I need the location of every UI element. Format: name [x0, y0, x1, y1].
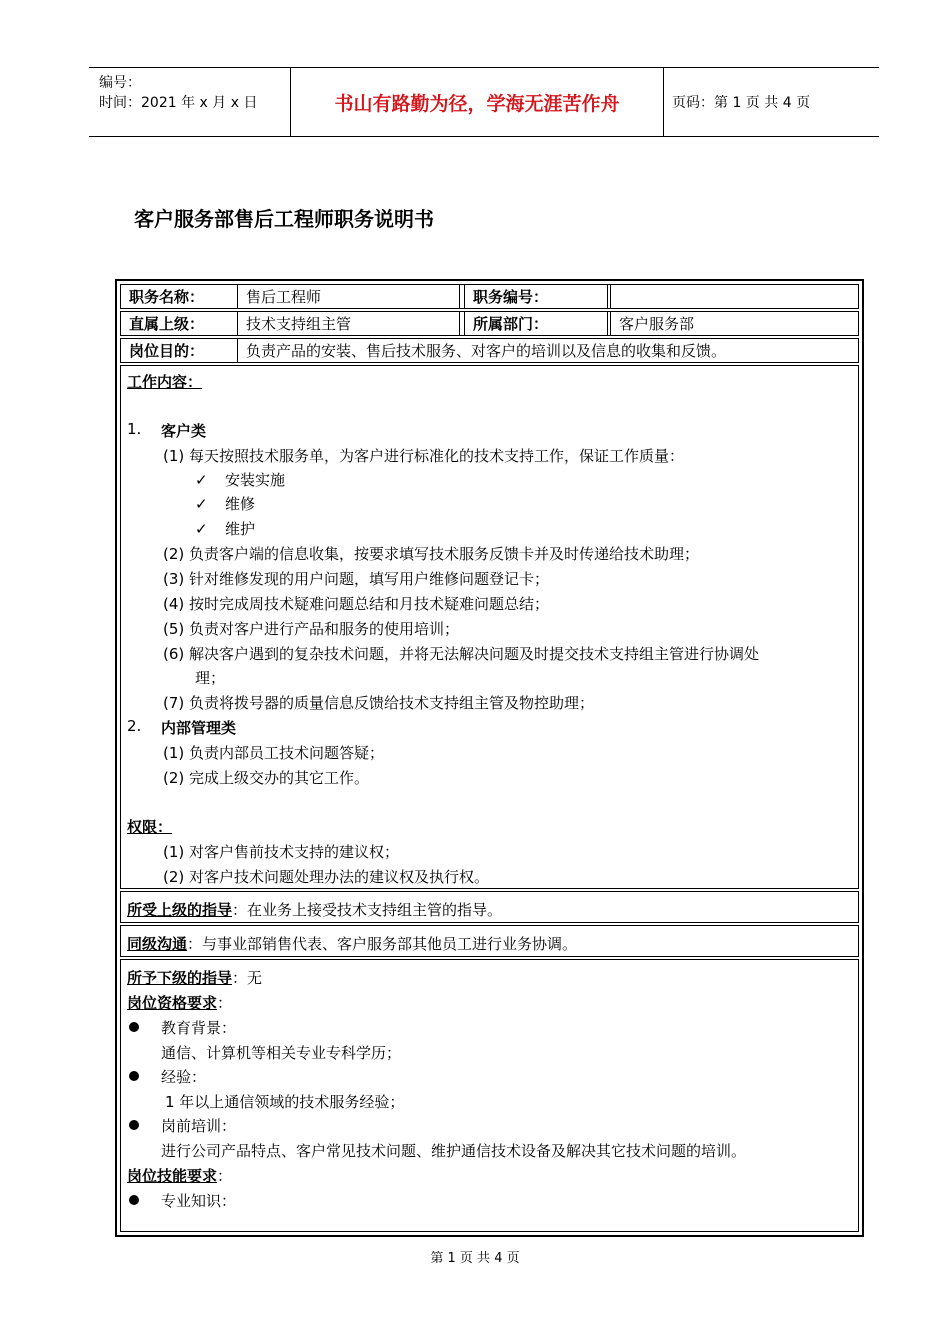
position-name-label: 职务名称：	[121, 285, 238, 308]
work-content-heading: 工作内容：	[127, 373, 203, 391]
list-item: ✓ 维修	[195, 495, 256, 513]
page-footer: 第 1 页 共 4 页	[430, 1251, 520, 1266]
list-item: (2) 完成上级交办的其它工作。	[163, 769, 370, 787]
list-item: (6) 解决客户遇到的复杂技术问题，并将无法解决问题及时提交技术支持组主管进行协调处	[163, 645, 760, 663]
bullet-icon	[129, 1022, 139, 1032]
position-name-value: 售后工程师	[238, 285, 460, 308]
checkmark-icon: ✓	[195, 471, 208, 489]
list-item: ✓ 安装实施	[195, 471, 286, 489]
header-meta	[89, 68, 290, 136]
section-number: 1.	[127, 420, 142, 438]
section-title: 客户类	[161, 422, 207, 440]
position-code-value	[610, 285, 858, 308]
section-title: 内部管理类	[161, 719, 237, 737]
purpose-label: 岗位目的：	[121, 339, 238, 362]
peer-text: 同级沟通：与事业部销售代表、客户服务部其他员工进行业务协调。	[127, 935, 578, 953]
list-item: (5) 负责对客户进行产品和服务的使用培训；	[163, 620, 460, 638]
bullet-icon	[129, 1120, 139, 1130]
table-row	[120, 311, 859, 336]
experience-text: 1 年以上通信领域的技术服务经验；	[165, 1093, 405, 1111]
authority-heading: 权限：	[127, 818, 173, 836]
list-item: (7) 负责将拨号器的质量信息反馈给技术支持组主管及物控助理；	[163, 694, 595, 712]
bullet-icon	[129, 1071, 139, 1081]
guidance-row	[120, 891, 859, 923]
table-row	[120, 284, 859, 309]
number-label: 编号：	[99, 75, 141, 91]
list-item: (2) 负责客户端的信息收集，按要求填写技术服务反馈卡并及时传递给技术助理；	[163, 545, 700, 563]
checkmark-icon: ✓	[195, 520, 208, 538]
department-label: 所属部门：	[464, 312, 608, 335]
skill-heading: 岗位技能要求：	[127, 1167, 233, 1185]
training-text: 进行公司产品特点、客户常见技术问题、维护通信技术设备及解决其它技术问题的培训。	[161, 1142, 747, 1160]
list-item: ✓ 维护	[195, 520, 256, 538]
list-item: (2) 对客户技术问题处理办法的建议权及执行权。	[163, 868, 490, 886]
supervisor-value: 技术支持组主管	[238, 312, 460, 335]
table-row	[120, 338, 859, 363]
motto: 书山有路勤为径，学海无涯苦作舟	[290, 68, 664, 136]
list-item: (1) 对客户售前技术支持的建议权；	[163, 843, 400, 861]
education-label: 教育背景：	[161, 1019, 237, 1037]
section-number: 2.	[127, 717, 142, 735]
job-description-table	[115, 279, 864, 1237]
guidance-text: 所受上级的指导：在业务上接受技术支持组主管的指导。	[127, 901, 503, 919]
department-value: 客户服务部	[610, 312, 858, 335]
education-text: 通信、计算机等相关专业专科学历；	[161, 1044, 402, 1062]
page-header	[89, 67, 879, 137]
work-content-section	[120, 365, 859, 889]
peer-communication-row	[120, 925, 859, 957]
knowledge-label: 专业知识：	[161, 1192, 237, 1210]
requirements-section	[120, 959, 859, 1232]
position-code-label: 职务编号：	[464, 285, 608, 308]
training-label: 岗前培训：	[161, 1117, 237, 1135]
document-title: 客户服务部售后工程师职务说明书	[134, 207, 434, 231]
checkmark-icon: ✓	[195, 495, 208, 513]
qualification-heading: 岗位资格要求：	[127, 994, 233, 1012]
list-item: (4) 按时完成周技术疑难问题总结和月技术疑难问题总结；	[163, 595, 550, 613]
page-number-label: 页码：第 1 页 共 4 页	[672, 95, 811, 111]
purpose-value: 负责产品的安装、售后技术服务、对客户的培训以及信息的收集和反馈。	[246, 342, 727, 360]
time-label: 时间：2021 年 x 月 x 日	[99, 95, 258, 111]
subordinate-guidance: 所予下级的指导：无	[127, 969, 263, 987]
list-item-continuation: 理；	[195, 669, 226, 687]
supervisor-label: 直属上级：	[121, 312, 238, 335]
experience-label: 经验：	[161, 1068, 207, 1086]
list-item: (3) 针对维修发现的用户问题，填写用户维修问题登记卡；	[163, 570, 550, 588]
bullet-icon	[129, 1195, 139, 1205]
list-item: (1) 每天按照技术服务单，为客户进行标准化的技术支持工作，保证工作质量：	[163, 447, 685, 465]
list-item: (1) 负责内部员工技术问题答疑；	[163, 744, 385, 762]
